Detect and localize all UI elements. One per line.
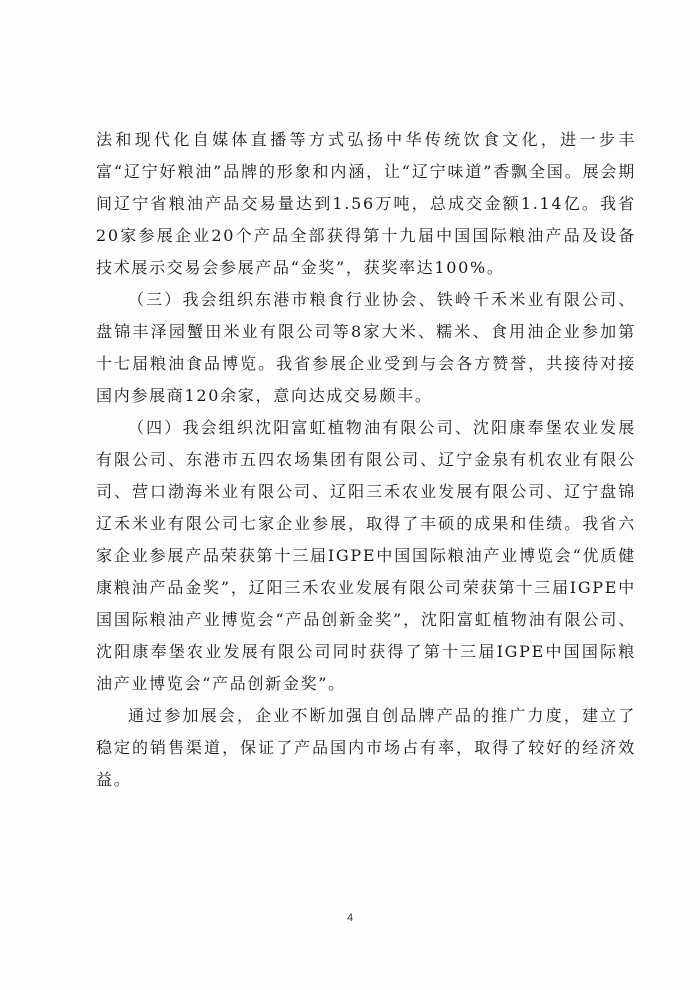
paragraph-section-three: （三）我会组织东港市粮食行业协会、铁岭千禾米业有限公司、盘锦丰泽园蟹田米业有限公司等8家大米、糯米、食用油企业参加第十七届粮油食品博览。我省参展企业受到与会各方赞誉，共接待对接国内参展商120余家，意向达成交易颇丰。	[96, 290, 636, 405]
document-body	[96, 124, 636, 796]
paragraph-conclusion: 通过参加展会，企业不断加强自创品牌产品的推广力度，建立了稳定的销售渠道，保证了产品国内市场占有率，取得了较好的经济效益。	[96, 706, 636, 789]
page-number: 4	[346, 912, 354, 924]
paragraph-section-four: （四）我会组织沈阳富虹植物油有限公司、沈阳康奉堡农业发展有限公司、东港市五四农场集团有限公司、辽宁金泉有机农业有限公司、营口渤海米业有限公司、辽阳三禾农业发展有限公司、辽宁盘锦辽禾米业有限公司七家企业参展，取得了丰硕的成果和佳绩。我省六家企业参展产品荣获第十三届IGPE中国国际粮油产业博览会“优质健康粮油产品金奖”，辽阳三禾农业发展有限公司荣获第十三届IGPE中国国际粮油产业博览会“产品创新金奖”，沈阳富虹植物油有限公司、沈阳康奉堡农业发展有限公司同时获得了第十三届IGPE中国国际粮油产业博览会“产品创新金奖”。	[96, 418, 636, 693]
paragraph-continuation: 法和现代化自媒体直播等方式弘扬中华传统饮食文化，进一步丰富“辽宁好粮油”品牌的形象和内涵，让“辽宁味道”香飘全国。展会期间辽宁省粮油产品交易量达到1.56万吨，总成交金额1.14亿。我省20家参展企业20个产品全部获得第十九届中国国际粮油产品及设备技术展示交易会参展产品“金奖”，获奖率达100%。	[96, 130, 636, 277]
